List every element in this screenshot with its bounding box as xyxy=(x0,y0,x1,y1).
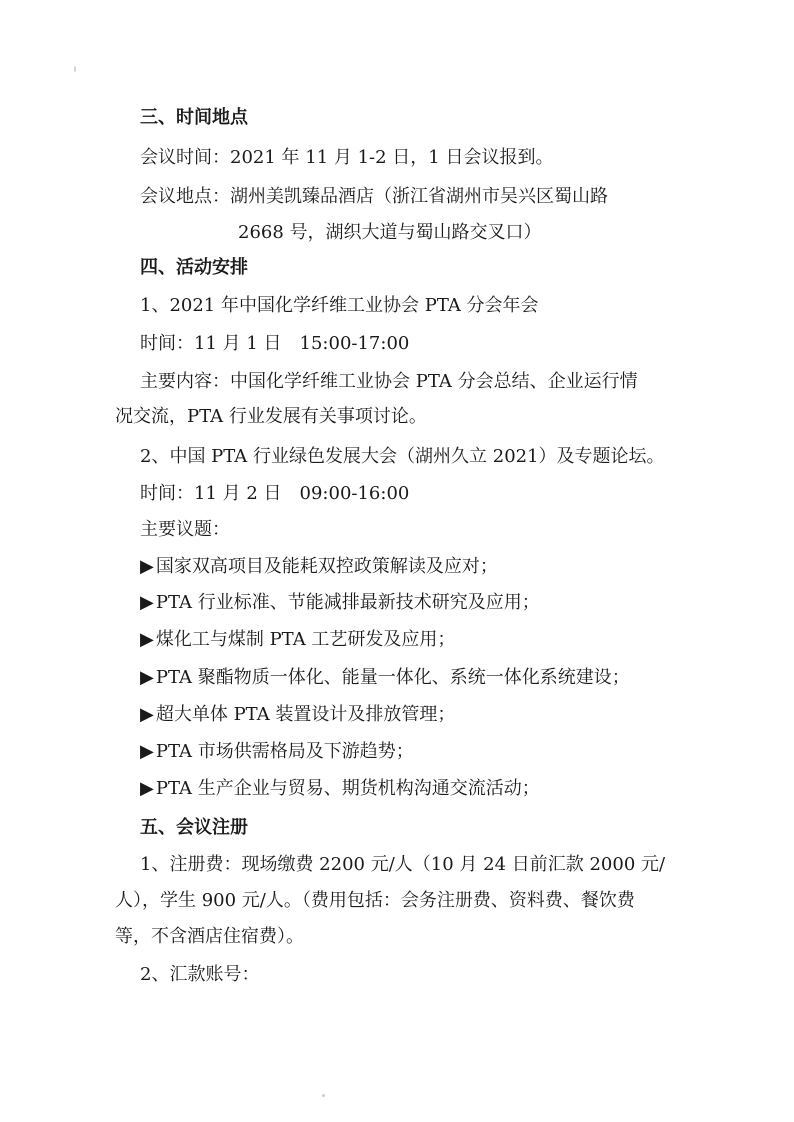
item2-title: 2、中国 PTA 行业绿色发展大会（湖州久立 2021）及专题论坛。 xyxy=(140,446,665,467)
topic-item: ▶ PTA 行业标准、节能减排最新技术研究及应用； xyxy=(140,592,540,613)
bullet-triangle-icon: ▶ xyxy=(140,629,154,650)
bullet-triangle-icon: ▶ xyxy=(140,592,154,613)
topic-item: ▶ PTA 聚酯物质一体化、能量一体化、系统一体化系统建设； xyxy=(140,667,630,688)
topic-item: ▶ 煤化工与煤制 PTA 工艺研发及应用； xyxy=(140,629,456,650)
fee-line1: 1、注册费：现场缴费 2200 元/人（10 月 24 日前汇款 2000 元/ xyxy=(140,854,666,875)
meeting-venue-line1: 会议地点：湖州美凯臻品酒店（浙江省湖州市吴兴区蜀山路 xyxy=(140,186,608,207)
meeting-venue-line2: 2668 号，湖织大道与蜀山路交叉口） xyxy=(238,222,542,243)
section4-heading: 四、活动安排 xyxy=(140,257,248,278)
fee-line2: 人），学生 900 元/人。（费用包括：会务注册费、资料费、餐饮费 xyxy=(115,890,635,911)
account-label: 2、汇款账号： xyxy=(140,964,260,985)
bullet-triangle-icon: ▶ xyxy=(140,778,154,799)
topic-item: ▶ 国家双高项目及能耗双控政策解读及应对； xyxy=(140,556,498,577)
meeting-time: 会议时间：2021 年 11 月 1-2 日，1 日会议报到。 xyxy=(140,147,554,168)
topics-label: 主要议题： xyxy=(140,519,230,540)
item1-title: 1、2021 年中国化学纤维工业协会 PTA 分会年会 xyxy=(140,295,539,316)
topic-item: ▶ PTA 市场供需格局及下游趋势； xyxy=(140,741,414,762)
item1-content-line2: 况交流，PTA 行业发展有关事项讨论。 xyxy=(115,406,427,427)
bullet-triangle-icon: ▶ xyxy=(140,556,154,577)
bullet-triangle-icon: ▶ xyxy=(140,741,154,762)
bullet-triangle-icon: ▶ xyxy=(140,667,154,688)
item2-time: 时间：11 月 2 日 09:00-16:00 xyxy=(140,483,410,504)
section3-heading: 三、时间地点 xyxy=(140,107,248,128)
fee-line3: 等，不含酒店住宿费）。 xyxy=(115,926,304,947)
bullet-triangle-icon: ▶ xyxy=(140,704,154,725)
scan-speck xyxy=(74,66,76,72)
item1-content-line1: 主要内容：中国化学纤维工业协会 PTA 分会总结、企业运行情 xyxy=(140,371,638,392)
item1-time: 时间：11 月 1 日 15:00-17:00 xyxy=(140,333,410,354)
topic-item: ▶ PTA 生产企业与贸易、期货机构沟通交流活动； xyxy=(140,778,540,799)
scan-speck xyxy=(322,1094,325,1097)
topic-item: ▶ 超大单体 PTA 装置设计及排放管理； xyxy=(140,704,456,725)
section5-heading: 五、会议注册 xyxy=(140,817,248,838)
